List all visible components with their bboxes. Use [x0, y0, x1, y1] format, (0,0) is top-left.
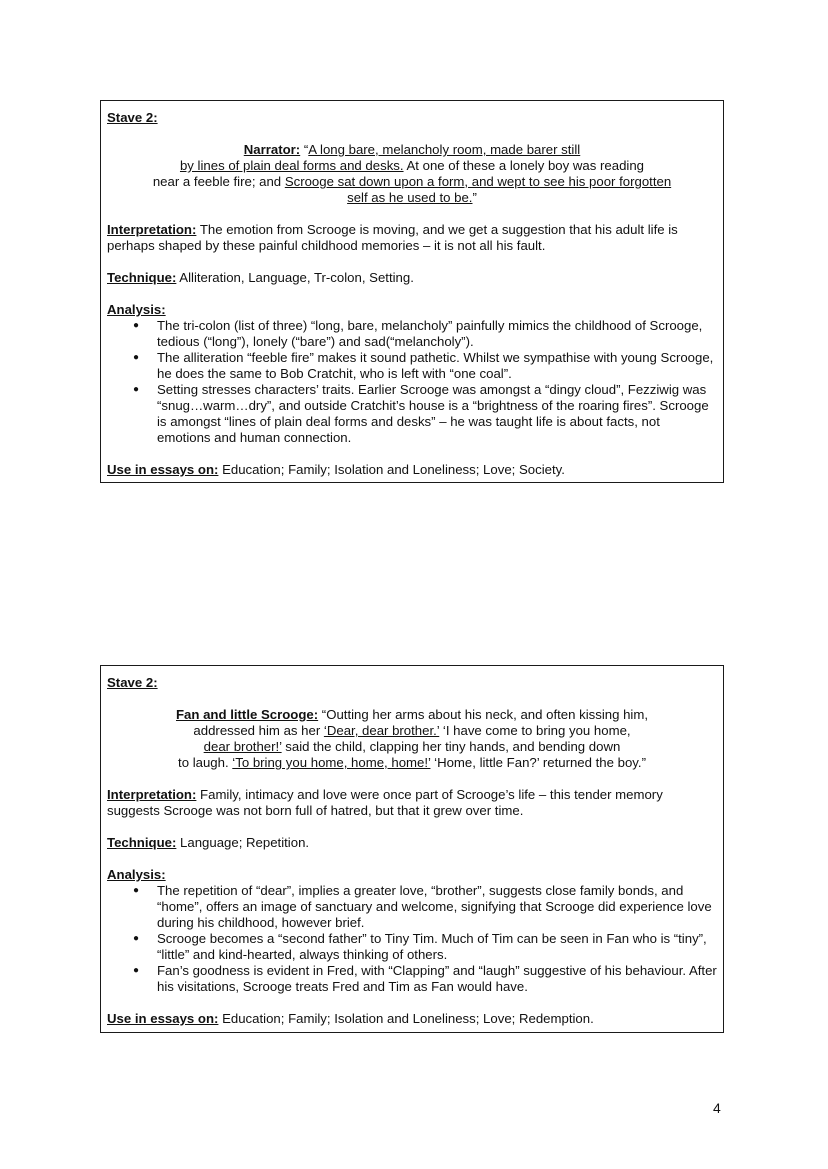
analysis-label: Analysis: — [107, 867, 166, 882]
quote-text: ” — [472, 190, 477, 205]
narrator-quote — [107, 142, 717, 206]
page-number: 4 — [713, 1100, 721, 1116]
stave-heading: Stave 2: — [107, 110, 158, 125]
quote-text: to laugh. — [178, 755, 233, 770]
fan-quote — [107, 707, 717, 771]
quote-text-underlined: by lines of plain deal forms and desks. — [179, 158, 404, 173]
use-in-essays-label: Use in essays on: — [107, 1011, 219, 1026]
stave-card-narrator — [100, 100, 724, 483]
analysis-list — [107, 883, 717, 995]
analysis-bullet: ● Scrooge becomes a “second father” to Tiny Tim. Much of Tim can be seen in Fan who is “tiny”, “little” and kind-hearted, always thinking of others. — [107, 931, 717, 963]
analysis-bullet: ● The tri-colon (list of three) “long, bare, melancholy” painfully mimics the childhood of Scrooge, tedious (“long”), lonely (“bare”) and sad(“melancholy”). — [107, 318, 717, 350]
analysis-bullet: ● Fan’s goodness is evident in Fred, with “Clapping” and “laugh” suggestive of his behaviour. After his visitations, Scrooge treats Fred and Tim as Fan would have. — [107, 963, 717, 995]
technique-label: Technique: — [107, 270, 177, 285]
interpretation-text: Family, intimacy and love were once part of Scrooge’s life – this tender memory suggests Scrooge was not born full of hatred, but that it grew over time. — [107, 787, 663, 818]
interpretation-label: Interpretation: — [107, 222, 197, 237]
use-in-essays-text: Education; Family; Isolation and Loneliness; Love; Society. — [218, 462, 565, 477]
analysis-bullet: ● Setting stresses characters’ traits. Earlier Scrooge was amongst a “dingy cloud”, Fezziwig was “snug…warm…dry”, and outside Cratchit’s house is a “brightness of the roaring fires”. Scrooge is amongst “lines of plain deal forms and desks” – he was taught life is about facts, not emotions and human connection. — [107, 382, 717, 446]
interpretation-label: Interpretation: — [107, 787, 197, 802]
use-in-essays-label: Use in essays on: — [107, 462, 219, 477]
quote-text: ‘Home, little Fan?’ returned the boy.” — [430, 755, 646, 770]
technique-section — [107, 835, 717, 851]
quote-text: addressed him as her — [193, 723, 324, 738]
quote-text-underlined: A long bare, melancholy room, made barer still — [308, 142, 581, 157]
stave-card-fan — [100, 665, 724, 1033]
interpretation-section — [107, 222, 717, 254]
technique-section — [107, 270, 717, 286]
analysis-list — [107, 318, 717, 446]
analysis-label: Analysis: — [107, 302, 166, 317]
quote-text: ‘I have come to bring you home, — [439, 723, 631, 738]
use-in-essays-section — [107, 462, 717, 478]
technique-label: Technique: — [107, 835, 177, 850]
quote-text-underlined: self as he used to be. — [347, 190, 473, 205]
analysis-section — [107, 867, 717, 995]
technique-text: Alliteration, Language, Tr-colon, Setting. — [176, 270, 414, 285]
interpretation-text: The emotion from Scrooge is moving, and we get a suggestion that his adult life is perhaps shaped by these painful childhood memories – it is not all his fault. — [107, 222, 678, 253]
analysis-section — [107, 302, 717, 446]
quote-text-underlined: Scrooge sat down upon a form, and wept to see his poor forgotten — [284, 174, 672, 189]
quote-text: “ — [303, 142, 309, 157]
analysis-bullet: ● The repetition of “dear”, implies a greater love, “brother”, suggests close family bonds, and “home”, offers an image of sanctuary and welcome, signifying that Scrooge did experience love during his childhood, however brief. — [107, 883, 717, 931]
quote-speaker: Fan and little Scrooge: — [175, 707, 319, 722]
stave-heading: Stave 2: — [107, 675, 158, 690]
quote-text: At one of these a lonely boy was reading — [403, 158, 645, 173]
quote-text: near a feeble fire; and — [152, 174, 285, 189]
quote-speaker: Narrator: — [243, 142, 301, 157]
use-in-essays-section — [107, 1011, 717, 1027]
quote-text: said the child, clapping her tiny hands, and bending down — [281, 739, 621, 754]
technique-text: Language; Repetition. — [176, 835, 310, 850]
analysis-bullet: ● The alliteration “feeble fire” makes it sound pathetic. Whilst we sympathise with young Scrooge, he does the same to Bob Cratchit, who is left with “one coal”. — [107, 350, 717, 382]
use-in-essays-text: Education; Family; Isolation and Loneliness; Love; Redemption. — [218, 1011, 594, 1026]
quote-text-underlined: ‘To bring you home, home, home!’ — [232, 755, 431, 770]
quote-text: “Outting her arms about his neck, and often kissing him, — [318, 707, 648, 722]
quote-text-underlined: dear brother!’ — [203, 739, 282, 754]
interpretation-section — [107, 787, 717, 819]
quote-text-underlined: ‘Dear, dear brother.’ — [323, 723, 440, 738]
